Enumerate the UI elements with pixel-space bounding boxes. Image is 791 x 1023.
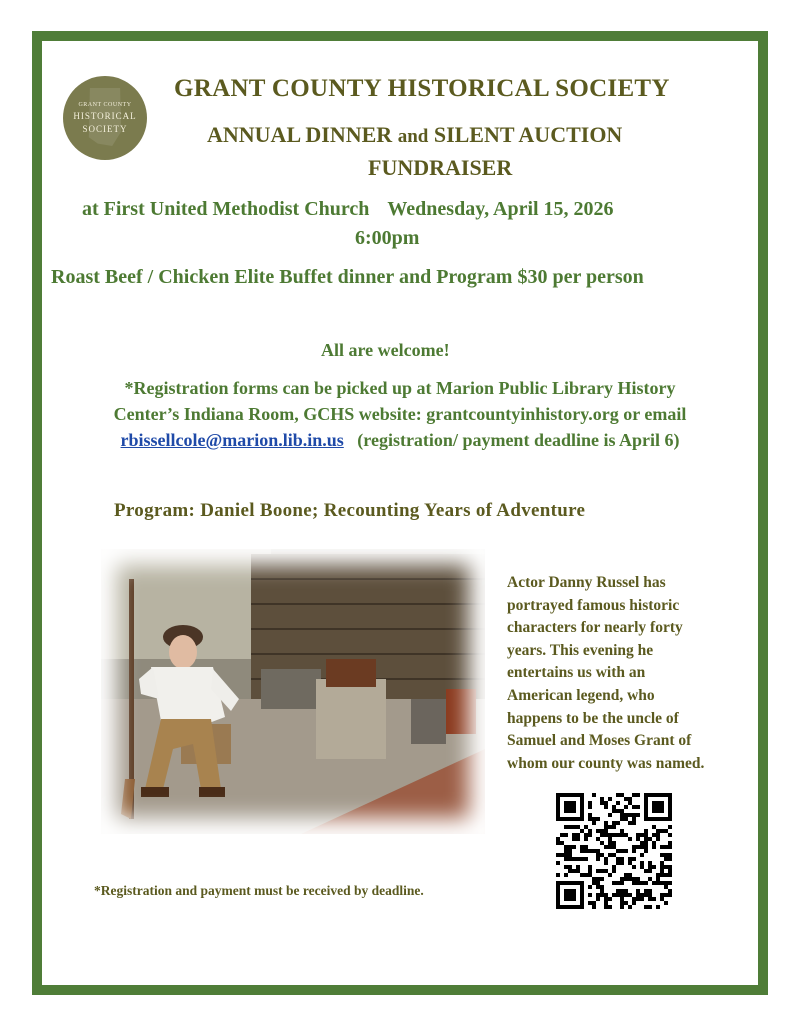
bio-line: American legend, who — [507, 686, 655, 704]
deadline-text: (registration/ payment deadline is April 6) — [357, 430, 680, 450]
venue: at First United Methodist Church — [82, 198, 370, 220]
logo-line-1: GRANT COUNTY — [78, 102, 132, 108]
actor-bio — [507, 572, 747, 775]
event-part-1: ANNUAL DINNER — [207, 122, 393, 147]
bio-line: characters for nearly forty — [507, 619, 683, 637]
program-title: Program: Daniel Boone; Recounting Years of Adventure — [114, 500, 586, 521]
actor-photo — [101, 549, 485, 834]
registration-line-1: *Registration forms can be picked up at Marion Public Library History — [124, 378, 676, 398]
bio-line: happens to be the uncle of — [507, 709, 679, 727]
event-time: 6:00pm — [355, 227, 420, 249]
email-link[interactable]: rbissellcole@marion.lib.in.us — [120, 430, 344, 450]
menu-price: Roast Beef / Chicken Elite Buffet dinner and Program $30 per person — [51, 266, 644, 288]
logo-line-3: SOCIETY — [82, 124, 128, 134]
bio-line: entertains us with an — [507, 664, 646, 682]
deadline-note: *Registration and payment must be received by deadline. — [94, 883, 424, 898]
bio-line: years. This evening he — [507, 641, 654, 659]
registration-line-2: Center’s Indiana Room, GCHS website: grantcountyinhistory.org or email — [113, 404, 687, 424]
bio-line: portrayed famous historic — [507, 596, 680, 614]
welcome-text: All are welcome! — [321, 340, 450, 360]
event-date: Wednesday, April 15, 2026 — [387, 198, 614, 220]
event-title-line-2: FUNDRAISER — [368, 155, 513, 180]
bio-line: whom our county was named. — [507, 754, 705, 772]
qr-code[interactable] — [556, 793, 672, 909]
venue-date-line — [82, 198, 614, 221]
bio-line: Actor Danny Russel has — [507, 574, 666, 591]
event-part-2: SILENT AUCTION — [433, 122, 623, 147]
registration-line-3 — [74, 427, 726, 453]
society-logo — [63, 76, 147, 160]
registration-info — [74, 375, 726, 453]
bio-line: Samuel and Moses Grant of — [507, 732, 692, 750]
org-title: GRANT COUNTY HISTORICAL SOCIETY — [174, 75, 670, 102]
logo-line-2: HISTORICAL — [73, 111, 137, 121]
event-and: and — [397, 126, 429, 147]
event-title-line-1 — [207, 122, 622, 148]
